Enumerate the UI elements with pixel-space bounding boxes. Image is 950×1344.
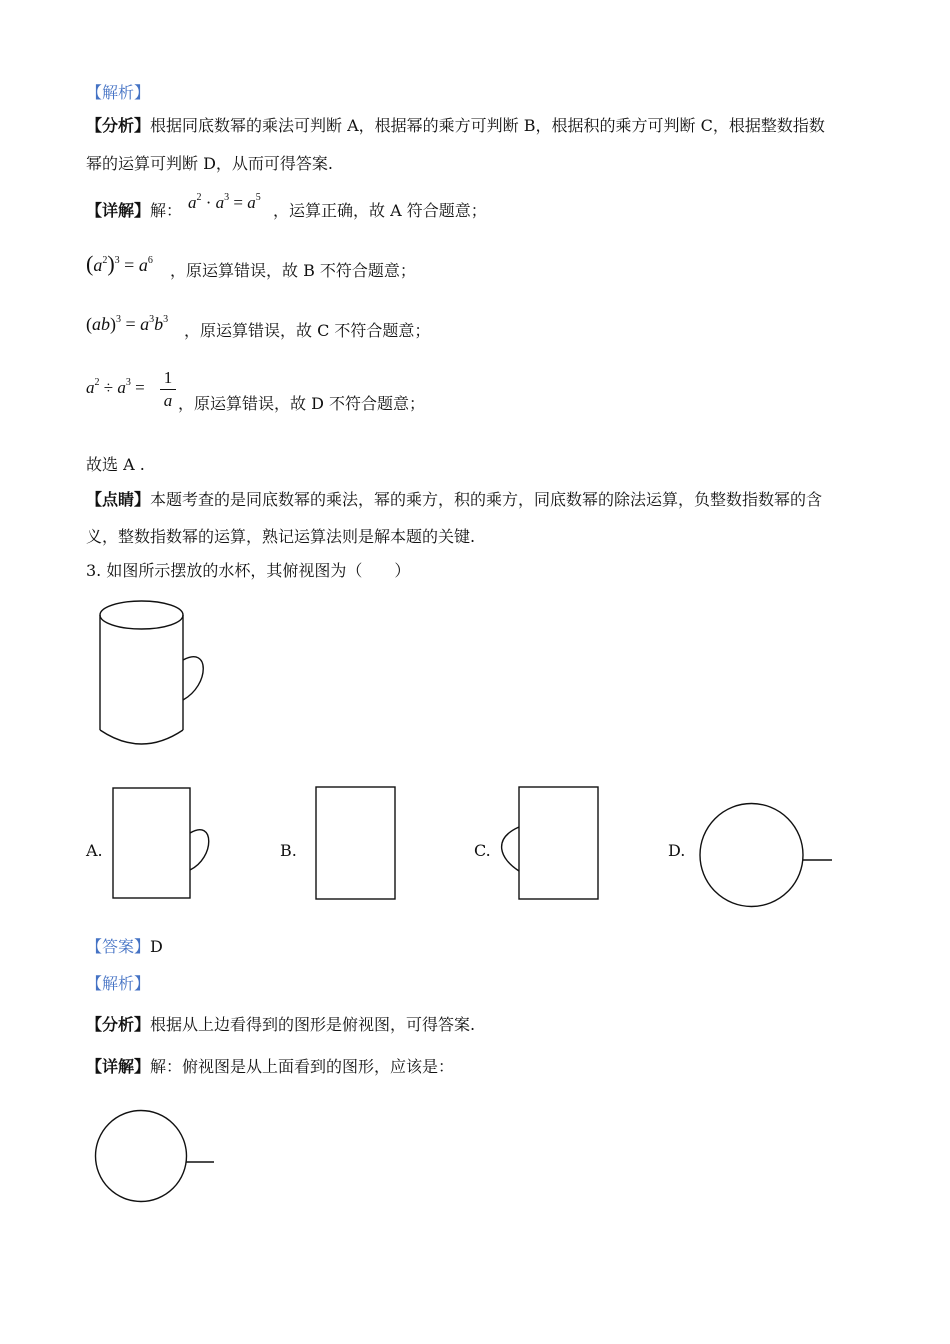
xiangjie-line-a (86, 201, 182, 221)
option-a-label: A. (86, 841, 103, 860)
guxuan-line: 故选 A . (86, 455, 145, 474)
formula-c: $(ab)^3 = a^3b^3$ (86, 314, 169, 334)
option-a-figure (113, 788, 213, 900)
dianjing-line-1 (86, 490, 822, 510)
dianjing-tag: 【点睛】 (86, 490, 151, 509)
line-d-text: ，原运算错误，故 D 不符合题意； (178, 394, 426, 413)
fenxi-tag-2: 【分析】 (86, 1015, 151, 1034)
dianjing-text-1: 本题考查的是同底数幂的乘法，幂的乘方，积的乘方，同底数幂的除法运算，负整数指数幂的含 (150, 490, 823, 509)
answer-figure (95, 1110, 217, 1205)
jie-label: 解： (150, 201, 183, 220)
cup-figure (100, 600, 220, 750)
question-3-stem: 3. 如图所示摆放的水杯，其俯视图为（ ） (86, 561, 411, 580)
fenxi-tag: 【分析】 (86, 116, 151, 135)
fraction-one-over-a: 1 a (158, 368, 178, 411)
answer-tag: 【答案】 (86, 937, 151, 956)
fenxi-line-q3 (86, 1015, 475, 1035)
line-b-text: ，原运算错误，故 B 不符合题意； (170, 261, 416, 280)
xiangjie-line-q3 (86, 1057, 454, 1077)
xiangjie-tag-2: 【详解】 (86, 1057, 151, 1076)
xiangjie-text-q3: 解：俯视图是从上面看到的图形，应该是： (150, 1057, 455, 1076)
formula-d: $a^2 \div a^3$ = (86, 377, 145, 397)
option-d-label: D. (668, 841, 686, 860)
option-d-figure (699, 803, 835, 908)
jiexi-label-2: 【解析】 (86, 974, 151, 993)
option-b-figure (316, 787, 398, 900)
option-b-label: B. (280, 841, 297, 860)
line-c-text: ，原运算错误，故 C 不符合题意； (184, 321, 431, 340)
xiangjie-tag: 【详解】 (86, 201, 151, 220)
fenxi-line-1 (86, 116, 825, 136)
jiexi-label: 【解析】 (86, 83, 151, 102)
dianjing-line-2: 义，整数指数幂的运算，熟记运算法则是解本题的关键. (86, 527, 476, 546)
fenxi-text-1: 根据同底数幂的乘法可判断 A，根据幂的乘方可判断 B，根据积的乘方可判断 C，根据整数指数 (150, 116, 825, 135)
fenxi-text-q3: 根据从上边看得到的图形是俯视图，可得答案. (150, 1015, 476, 1034)
option-c-figure (498, 787, 602, 901)
answer-line (86, 937, 163, 957)
formula-b: $(a^2)^3 = a^6$ (86, 251, 153, 276)
answer-value: D (150, 937, 163, 956)
line-a-text: ，运算正确，故 A 符合题意； (273, 201, 487, 220)
fenxi-line-2: 幂的运算可判断 D，从而可得答案. (86, 154, 334, 173)
formula-a: $a^2 \cdot a^3 = a^5$ (188, 192, 261, 212)
option-c-label: C. (474, 841, 491, 860)
